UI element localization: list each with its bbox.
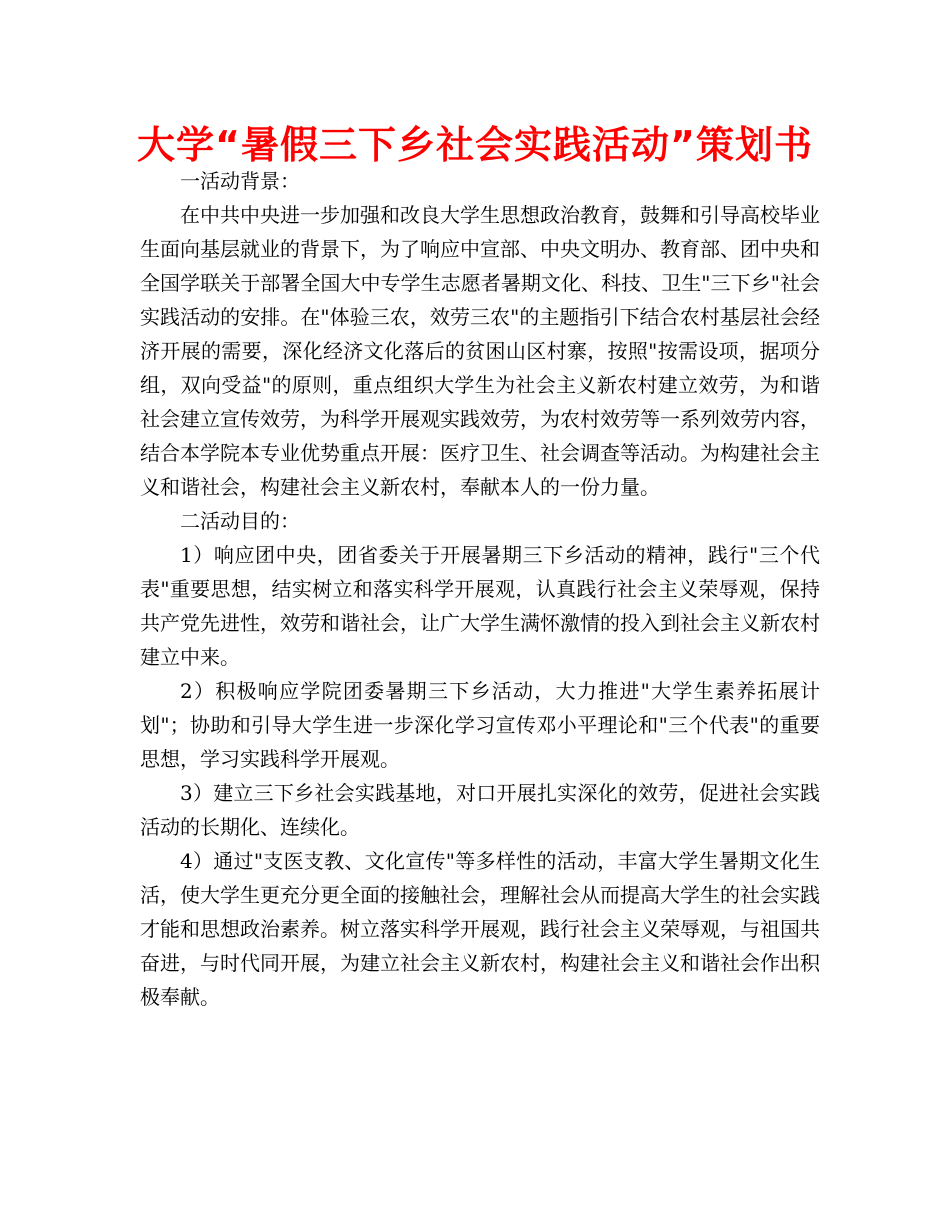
section-heading-background: 一活动背景： bbox=[180, 169, 300, 193]
paragraph-purpose-2: 2）积极响应学院团委暑期三下乡活动，大力推进"大学生素养拓展计划"；协助和引导大学生进一步深化学习宣传邓小平理论和"三个代表"的重要思想，学习实践科学开展观。 bbox=[140, 679, 820, 771]
document-title: 大学“暑假三下乡社会实践活动”策划书 bbox=[137, 123, 813, 167]
paragraph-purpose-1: 1）响应团中央，团省委关于开展暑期三下乡活动的精神，践行"三个代表"重要思想，结实树立和落实科学开展观，认真践行社会主义荣辱观，保持共产党先进性，效劳和谐社会，让广大学生满怀激情的投入到社会主义新农村建立中来。 bbox=[140, 543, 820, 669]
paragraph-background: 在中共中央进一步加强和改良大学生思想政治教育，鼓舞和引导高校毕业生面向基层就业的背景下，为了响应中宣部、中央文明办、教育部、团中央和全国学联关于部署全国大中专学生志愿者暑期文化、科技、卫生"三下乡"社会实践活动的安排。在"体验三农，效劳三农"的主题指引下结合农村基层社会经济开展的需要，深化经济文化落后的贫困山区村寨，按照"按需设项，据项分组，双向受益"的原则，重点组织大学生为社会主义新农村建立效劳，为和谐社会建立宣传效劳，为科学开展观实践效劳，为农村效劳等一系列效劳内容，结合本学院本专业优势重点开展：医疗卫生、社会调查等活动。为构建社会主义和谐社会，构建社会主义新农村，奉献本人的一份力量。 bbox=[140, 203, 820, 499]
section-heading-purpose: 二活动目的： bbox=[180, 509, 300, 533]
paragraph-purpose-4: 4）通过"支医支教、文化宣传"等多样性的活动，丰富大学生暑期文化生活，使大学生更充分更全面的接触社会，理解社会从而提高大学生的社会实践才能和思想政治素养。树立落实科学开展观，践行社会主义荣辱观，与祖国共奋进，与时代同开展，为建立社会主义新农村，构建社会主义和谐社会作出积极奉献。 bbox=[140, 849, 820, 1009]
document-body bbox=[140, 164, 820, 1014]
paragraph-purpose-3: 3）建立三下乡社会实践基地，对口开展扎实深化的效劳，促进社会实践活动的长期化、连续化。 bbox=[140, 781, 820, 839]
